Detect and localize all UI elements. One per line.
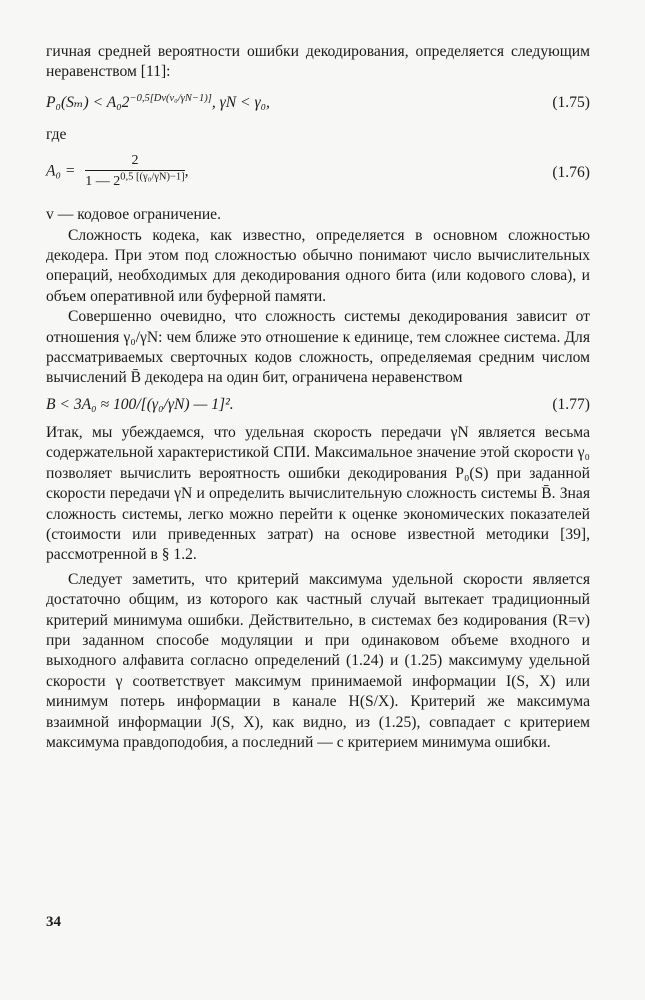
equation-number: (1.77) [552, 395, 590, 413]
paragraph-constraint: v — кодовое ограничение. [46, 206, 221, 224]
equation-formula: $P_0(S_m) < A_02^{-0,5[Dv(v_0/\gamma N-1)]}$, γN < γ₀, [46, 92, 270, 111]
page-content [46, 42, 590, 753]
equation-1-77 [46, 393, 590, 421]
equation-number: (1.76) [552, 164, 590, 182]
equation-formula: A₀ = $\frac{2}{1 — 2^{0,5 [(\gamma_0/\gamma N)-1]}}$ , [46, 153, 189, 190]
equation-formula: B < 3A₀ ≈ 100/[(γ₀/γN) — 1]². [46, 395, 234, 413]
paragraph-criterion: Следует заметить, что критерий максимума удельной скорости является достаточно общим, из которого как частный случай вытекает традиционный критерий минимума ошибки. Действительно, в системах без кодирования (R=v) при заданном способе модуляции и при одинаковом объеме входного и выходного алфавита согласно определений (1.24) и (1.25) максимуму удельной скорости γ соответствует максимум принимаемой информации I(S, X) или минимум потерь информации в канале H(S/X). Критерий же максимума взаимной информации J(S, X), как видно, из (1.25), совпадает с критерием максимума правдоподобия, а последний — с критерием минимума ошибки. [46, 570, 590, 751]
paragraph-conclusion: Итак, мы убеждаемся, что удельная скорость передачи γN является весьма содержательной характеристикой СПИ. Максимальное значение этой скорости γ₀ позволяет вычислить вероятность ошибки декодирования P₀(S) при заданной скорости передачи γN и определить вычислительную сложность системы B̄. Зная сложность системы, легко можно перейти к оценке экономических показателей (стоимости или приведенных затрат) на основе известной методики [39], рассмотренной в § 1.2. [46, 423, 590, 564]
page-number: 34 [46, 914, 61, 930]
equation-1-75 [46, 91, 590, 119]
paragraph-complexity: Сложность кодека, как известно, определяется в основном сложностью декодера. При этом под сложностью обычно понимают число вычислительных операций, необходимых для декодирования одного бита (или кодового слова), и объем оперативной или буферной памяти. [46, 226, 590, 305]
equation-number: (1.75) [552, 93, 590, 111]
fraction: $\frac{2}{1 — 2^{0,5 [(\gamma_0/\gamma N)-1]}}$ [85, 153, 185, 190]
where-label: где [46, 125, 67, 143]
paragraph-decoding-system: Совершенно очевидно, что сложность системы декодирования зависит от отношения γ₀/γN: чем ближе это отношение к единице, тем сложнее система. Для рассматриваемых сверточных кодов сложность, определяемая средним числом вычислений B̄ декодера на один бит, ограничена неравенством [46, 308, 590, 387]
equation-1-76 [46, 153, 590, 197]
paragraph-continuation: гичная средней вероятности ошибки декодирования, определяется следующим неравенством [11]: [46, 43, 590, 81]
